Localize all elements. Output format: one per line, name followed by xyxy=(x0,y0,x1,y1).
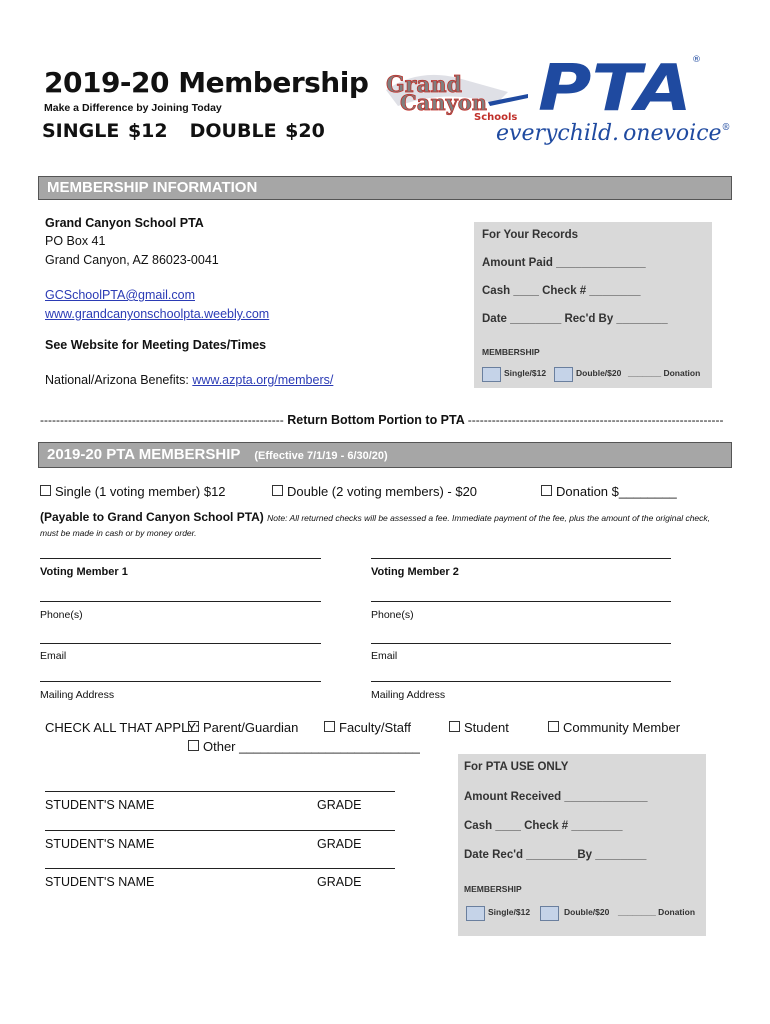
org-address-1: PO Box 41 xyxy=(45,234,106,248)
option-donation-label: Donation $________ xyxy=(556,484,677,499)
option-single-label: Single (1 voting member) $12 xyxy=(55,484,226,499)
pta-use-cash-check: Cash ____ Check # ________ xyxy=(464,820,623,832)
logo-tagline-reg: ® xyxy=(721,123,731,133)
check-other[interactable] xyxy=(188,739,420,754)
check-parent-label: Parent/Guardian xyxy=(203,720,299,735)
pta-membership-title: 2019-20 PTA MEMBERSHIP xyxy=(47,446,241,463)
records-title: For Your Records xyxy=(482,229,579,241)
student-2-name-label: STUDENT'S NAME xyxy=(45,837,155,851)
pta-use-date-recd: Date Rec'd ________By ________ xyxy=(464,849,647,861)
check-faculty[interactable] xyxy=(324,720,411,735)
check-parent[interactable] xyxy=(188,720,298,735)
payable-to: (Payable to Grand Canyon School PTA) xyxy=(40,510,264,524)
parent-checkbox[interactable] xyxy=(188,721,199,732)
voting-member-1-line[interactable] xyxy=(40,558,321,559)
logo-tagline-b: onevoice xyxy=(623,121,722,146)
logo-canyon: Canyon xyxy=(400,90,488,115)
phone-2-line[interactable] xyxy=(371,601,671,602)
mailing-2-line[interactable] xyxy=(371,681,671,682)
other-checkbox[interactable] xyxy=(188,740,199,751)
grand-canyon-pta-logo xyxy=(378,48,732,152)
option-single[interactable] xyxy=(40,484,226,499)
divider-label: Return Bottom Portion to PTA xyxy=(283,413,468,427)
meeting-note: See Website for Meeting Dates/Times xyxy=(45,338,267,352)
mailing-1-label: Mailing Address xyxy=(40,689,115,701)
voting-member-1-label: Voting Member 1 xyxy=(40,566,128,578)
check-student[interactable] xyxy=(449,720,509,735)
records-single-label: Single/$12 xyxy=(504,368,547,378)
phone-1-line[interactable] xyxy=(40,601,321,602)
pta-membership-bar xyxy=(38,442,732,468)
logo-grand: Grand xyxy=(386,72,463,98)
check-community[interactable] xyxy=(548,720,680,735)
mailing-1-line[interactable] xyxy=(40,681,321,682)
pta-use-single-label: Single/$12 xyxy=(488,907,531,917)
payable-note xyxy=(40,510,730,540)
email-link[interactable]: GCSchoolPTA@gmail.com xyxy=(45,288,195,302)
divider-left: ------------------------------------------------------------- xyxy=(40,413,284,427)
records-date-recd: Date ________ Rec'd By ________ xyxy=(482,313,668,325)
check-student-label: Student xyxy=(464,720,509,735)
records-box xyxy=(474,222,712,388)
student-1-grade-label: GRADE xyxy=(317,798,362,812)
records-amount-paid: Amount Paid ______________ xyxy=(482,257,646,269)
community-checkbox[interactable] xyxy=(548,721,559,732)
pta-use-membership: MEMBERSHIP xyxy=(464,884,522,894)
faculty-checkbox[interactable] xyxy=(324,721,335,732)
divider-right: ---------------------------------------------------------------- xyxy=(467,413,724,427)
pta-use-amount-received: Amount Received _____________ xyxy=(464,791,648,803)
pta-logo xyxy=(496,52,731,146)
pta-use-single-checkbox[interactable] xyxy=(466,906,485,921)
page-title: 2019-20 Membership xyxy=(44,66,369,99)
org-name: Grand Canyon School PTA xyxy=(45,216,204,230)
benefits-link[interactable]: www.azpta.org/members/ xyxy=(192,373,334,387)
pta-use-double-checkbox[interactable] xyxy=(540,906,559,921)
records-cash-check: Cash ____ Check # ________ xyxy=(482,285,641,297)
return-divider xyxy=(40,413,730,427)
student-1-name-label: STUDENT'S NAME xyxy=(45,798,155,812)
returned-check-note: Note: All returned checks will be assessed a fee. Immediate payment of the fee, plus the amount of the original check, must be made in cash or by money order. xyxy=(40,513,711,538)
email-1-label: Email xyxy=(40,650,67,662)
student-3-line[interactable] xyxy=(45,868,395,869)
logo-tagline-a: everychild. xyxy=(496,121,620,146)
benefits-line xyxy=(45,373,333,387)
logo-tagline xyxy=(496,121,731,146)
pta-use-donation-label: ________ Donation xyxy=(618,907,696,917)
student-checkbox[interactable] xyxy=(449,721,460,732)
logo-pta: PTA xyxy=(538,52,692,126)
student-1-line[interactable] xyxy=(45,791,395,792)
records-single-checkbox[interactable] xyxy=(482,367,501,382)
pta-use-box xyxy=(458,754,706,936)
student-2-grade-label: GRADE xyxy=(317,837,362,851)
student-2-line[interactable] xyxy=(45,830,395,831)
email-2-line[interactable] xyxy=(371,643,671,644)
option-donation[interactable] xyxy=(541,484,677,499)
check-faculty-label: Faculty/Staff xyxy=(339,720,412,735)
pta-use-double-label: Double/$20 xyxy=(564,907,610,917)
benefits-label: National/Arizona Benefits: xyxy=(45,373,193,387)
donation-checkbox[interactable] xyxy=(541,485,552,496)
double-checkbox[interactable] xyxy=(272,485,283,496)
double-price: DOUBLE $20 xyxy=(189,120,325,142)
option-double-label: Double (2 voting members) - $20 xyxy=(287,484,478,499)
phone-2-label: Phone(s) xyxy=(371,609,414,621)
phone-1-label: Phone(s) xyxy=(40,609,83,621)
effective-dates: (Effective 7/1/19 - 6/30/20) xyxy=(254,450,388,462)
grand-canyon-schools-logo xyxy=(386,72,528,123)
mailing-2-label: Mailing Address xyxy=(371,689,446,701)
membership-info-bar: MEMBERSHIP INFORMATION xyxy=(38,176,732,200)
single-checkbox[interactable] xyxy=(40,485,51,496)
check-other-label: Other _________________________ xyxy=(203,739,420,754)
website-link[interactable]: www.grandcanyonschoolpta.weebly.com xyxy=(45,307,270,321)
org-address-2: Grand Canyon, AZ 86023-0041 xyxy=(45,253,219,267)
email-2-label: Email xyxy=(371,650,398,662)
logo-registered: ® xyxy=(692,55,701,65)
voting-member-2-line[interactable] xyxy=(371,558,671,559)
pta-use-title: For PTA USE ONLY xyxy=(464,761,569,773)
option-double[interactable] xyxy=(272,484,477,499)
student-3-name-label: STUDENT'S NAME xyxy=(45,875,155,889)
voting-member-2-label: Voting Member 2 xyxy=(371,566,459,578)
student-3-grade-label: GRADE xyxy=(317,875,362,889)
records-membership: MEMBERSHIP xyxy=(482,347,540,357)
check-all-label: CHECK ALL THAT APPLY: xyxy=(45,720,199,735)
records-double-checkbox[interactable] xyxy=(554,367,573,382)
records-double-label: Double/$20 xyxy=(576,368,622,378)
email-1-line[interactable] xyxy=(40,643,321,644)
single-price: SINGLE $12 xyxy=(42,120,168,142)
logo-schools: Schools xyxy=(474,112,518,123)
check-community-label: Community Member xyxy=(563,720,681,735)
price-line xyxy=(42,120,325,142)
records-donation-label: _______ Donation xyxy=(628,368,701,378)
page-subtitle: Make a Difference by Joining Today xyxy=(44,102,222,114)
